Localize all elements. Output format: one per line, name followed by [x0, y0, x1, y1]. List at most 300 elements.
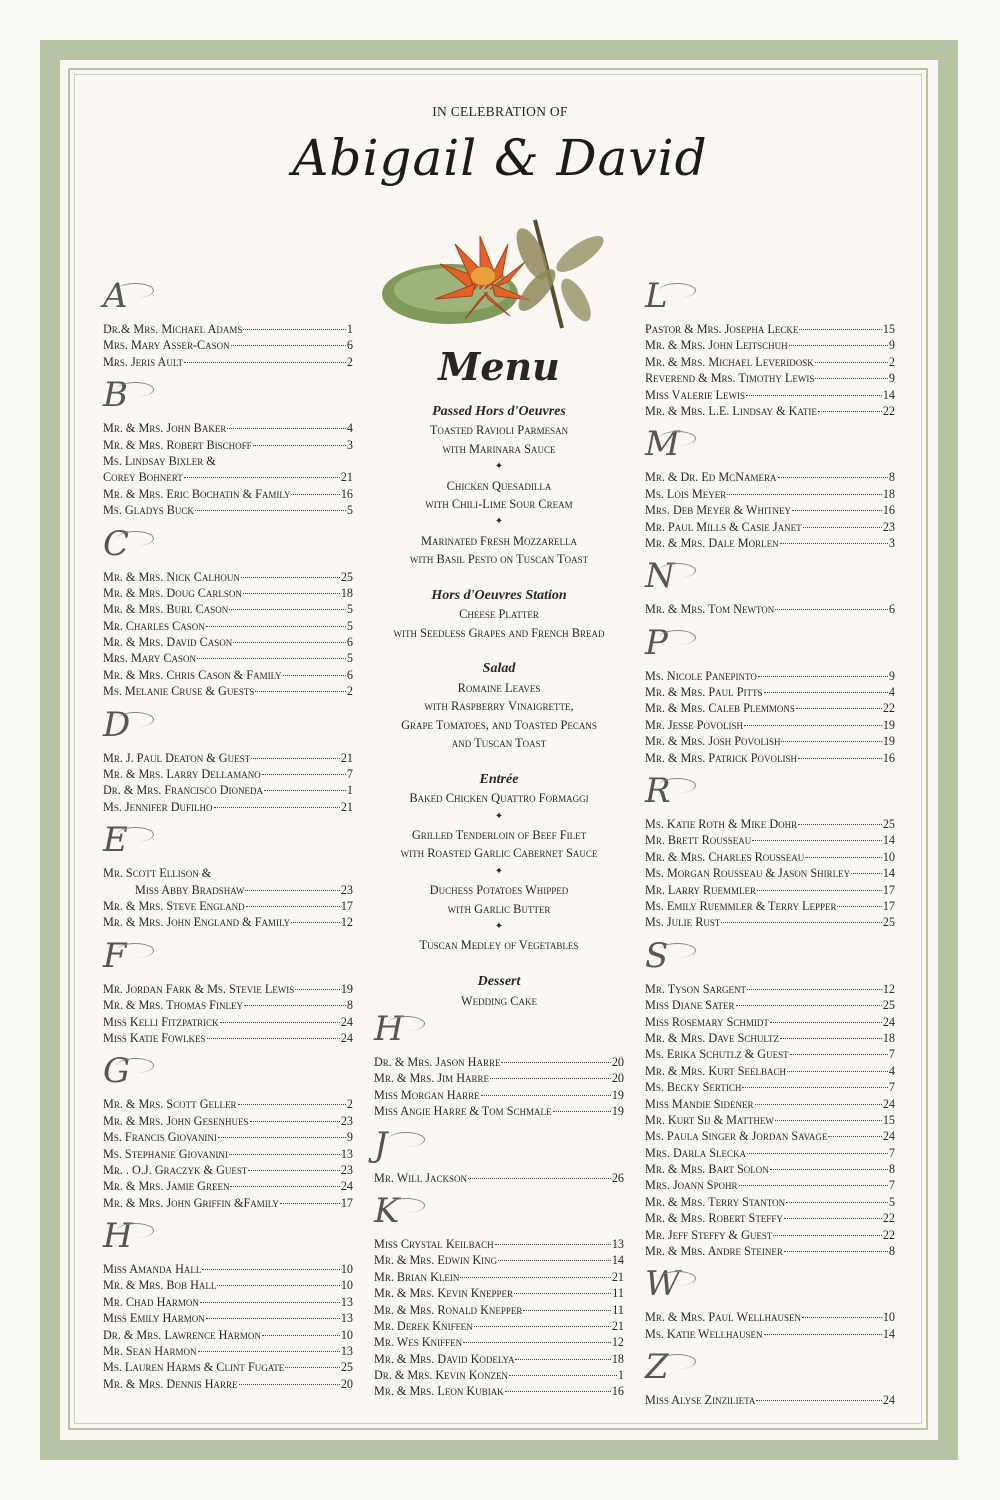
table-number: 18	[340, 585, 353, 600]
guest-name: Mr. & Mrs. David Cason	[103, 635, 233, 650]
table-number: 26	[611, 1170, 624, 1185]
dot-leader	[781, 741, 881, 742]
table-number: 21	[340, 799, 353, 814]
guest-name: Ms. Katie Roth & Mike Dohr	[645, 817, 798, 832]
script-letter-h: H	[374, 1009, 404, 1049]
table-number: 5	[346, 503, 353, 518]
letter-section	[374, 1120, 624, 1186]
dot-leader	[803, 527, 882, 528]
script-letter-p: P	[645, 622, 668, 663]
guest-entry	[645, 387, 895, 403]
table-number: 14	[882, 1326, 895, 1341]
table-number: 17	[882, 882, 895, 897]
guest-name: Dr. & Mrs. Kevin Konzen	[374, 1368, 509, 1383]
guest-entry	[374, 1087, 624, 1103]
guest-name: Mr. & Mrs. John Baker	[103, 421, 227, 436]
guest-entry	[645, 354, 895, 370]
table-number: 15	[882, 322, 895, 336]
dot-leader	[770, 1169, 888, 1170]
guest-name: Mr. & Mrs. Burl Cason	[103, 602, 229, 617]
table-number: 9	[346, 1130, 353, 1145]
table-number: 25	[882, 817, 895, 832]
table-number: 21	[340, 470, 353, 485]
guest-entry	[645, 1079, 895, 1095]
guest-entry	[645, 865, 895, 881]
letter-section	[645, 551, 895, 617]
dot-leader	[746, 395, 882, 396]
guest-name: Dr. & Mrs. Francisco Dioneda	[103, 783, 263, 798]
guest-name: Mr. & Mrs. David Kodelya	[374, 1351, 515, 1366]
dot-leader	[798, 824, 882, 825]
guest-entry	[103, 1343, 353, 1359]
guest-entry	[103, 882, 353, 898]
table-number: 2	[346, 684, 353, 699]
table-number: 3	[346, 437, 353, 452]
guest-name: Mr. & Mrs. Steve England	[103, 898, 245, 913]
table-number: 25	[882, 915, 895, 930]
guest-entry	[103, 650, 353, 666]
guest-name: Mr. & Mrs. Kurt Seelbach	[645, 1063, 786, 1078]
guest-entry	[103, 1030, 353, 1046]
guest-entry	[374, 1070, 624, 1086]
guest-name: Mr. Tyson Sargent	[645, 981, 746, 996]
dot-leader	[280, 1203, 340, 1204]
guest-name: Corey Bohnert	[103, 470, 183, 485]
guest-entry	[645, 1210, 895, 1226]
guest-name: Mr. & Mrs. Eric Bochatin & Family	[103, 486, 291, 501]
letter-section	[645, 1342, 895, 1408]
guest-entry	[645, 1128, 895, 1144]
guest-entry	[645, 1392, 895, 1408]
guest-name: Dr. & Mrs. Lawrence Harmon	[103, 1327, 261, 1342]
menu-item: with Basil Pesto on Tuscan Toast	[409, 552, 589, 567]
section-letter	[103, 815, 353, 865]
script-letter-a: A	[103, 276, 128, 316]
guest-entry	[645, 469, 895, 485]
guest-name: Mr. & Mrs. L.E. Lindsay & Katie	[645, 403, 817, 418]
guest-name: Dr.& Mrs. Michael Adams	[103, 322, 243, 336]
dot-leader	[802, 1317, 882, 1318]
guest-name: Mr. & Mrs. Thomas Finley	[103, 998, 243, 1013]
guest-entry	[374, 1269, 624, 1285]
letter-section	[645, 419, 895, 551]
script-letter-e: E	[103, 820, 128, 861]
guest-entry	[645, 700, 895, 716]
table-number: 13	[340, 1146, 353, 1161]
menu-item: with Chili-Lime Sour Cream	[425, 496, 573, 511]
dot-leader	[756, 1400, 881, 1401]
guest-entry	[645, 519, 895, 535]
guest-entry	[103, 1294, 353, 1310]
guest-name: Mr. & Mrs. John Leitschuh	[645, 338, 788, 353]
guest-name: Miss Valerie Lewis	[645, 387, 745, 402]
dot-leader	[757, 890, 882, 891]
table-number: 1	[617, 1368, 624, 1383]
table-number: 21	[611, 1318, 624, 1333]
dot-leader	[752, 840, 882, 841]
dot-leader	[851, 873, 882, 874]
guest-name: Mr. Will Jackson	[374, 1170, 468, 1185]
guest-name: Ms. Gladys Buck	[103, 503, 194, 518]
menu-section-heading: Salad	[482, 661, 516, 677]
section-letter	[374, 1004, 624, 1054]
table-number: 4	[888, 1063, 895, 1078]
letter-section	[645, 618, 895, 766]
guest-name: Ms. Becky Sertich	[645, 1080, 742, 1095]
dot-leader	[227, 428, 346, 429]
guest-name: Mr. Derek Kniffen	[374, 1318, 473, 1333]
guest-entry	[103, 750, 353, 766]
table-number: 25	[882, 998, 895, 1013]
table-number: 9	[888, 371, 895, 386]
guest-entry	[103, 1129, 353, 1145]
table-number: 11	[612, 1302, 624, 1317]
table-number: 15	[882, 1112, 895, 1127]
menu-item: with Marinara Sauce	[442, 441, 556, 456]
table-number: 24	[340, 1179, 353, 1194]
table-number: 10	[882, 849, 895, 864]
guest-entry	[103, 1261, 353, 1277]
script-letter-m: M	[645, 424, 680, 465]
dot-leader	[505, 1391, 611, 1392]
guest-entry	[103, 354, 353, 370]
table-number: 22	[882, 1211, 895, 1226]
dot-leader	[770, 1022, 882, 1023]
guest-entry	[103, 1113, 353, 1129]
guest-entry	[645, 997, 895, 1013]
menu-section	[364, 660, 634, 752]
guest-name: Mr. & Mrs. Dale Morlen	[645, 535, 779, 550]
dot-leader	[815, 362, 888, 363]
guest-entry	[645, 733, 895, 749]
dot-leader	[721, 922, 881, 923]
menu-item: Grilled Tenderloin of Beef Filet	[411, 827, 587, 842]
guest-entry	[645, 1096, 895, 1112]
guest-name: Pastor & Mrs. Josepha Lecke	[645, 322, 799, 336]
menu	[364, 403, 634, 1010]
table-number: 20	[340, 1376, 353, 1391]
dot-leader	[775, 609, 888, 610]
table-number: 20	[611, 1055, 624, 1069]
guest-entry	[374, 1285, 624, 1301]
guest-entry	[645, 668, 895, 684]
guest-name: Mr. & Mrs. Michael Leveridosk	[645, 354, 814, 369]
menu-item: with Raspberry Vinaigrette,	[424, 699, 574, 714]
section-letter	[103, 931, 353, 981]
section-letter	[103, 519, 353, 569]
guest-name: Mr. & Mrs. John England & Family	[103, 915, 291, 930]
guest-name: Miss Angie Harre & Tom Schmale	[374, 1104, 552, 1119]
guest-entry	[645, 717, 895, 733]
script-letter-c: C	[103, 523, 130, 564]
menu-item: Marinated Fresh Mozzarella	[420, 533, 578, 548]
dot-leader	[244, 1005, 346, 1006]
table-number: 5	[346, 651, 353, 666]
dot-leader	[218, 1137, 346, 1138]
table-number: 1	[346, 322, 353, 336]
table-number: 17	[340, 1195, 353, 1210]
dot-leader	[755, 1104, 882, 1105]
guest-name: Mr. & Mrs. Doug Carlson	[103, 585, 242, 600]
dot-leader	[207, 1038, 340, 1039]
table-number: 1	[346, 783, 353, 798]
guest-entry	[645, 370, 895, 386]
guest-entry	[374, 1334, 624, 1350]
menu-section-heading: Hors d'Oeuvres Station	[431, 587, 567, 603]
guest-name: Mr. & Mrs. Dennis Harre	[103, 1376, 238, 1391]
table-number: 12	[882, 981, 895, 996]
table-number: 16	[611, 1384, 624, 1399]
table-number: 5	[346, 602, 353, 617]
menu-title: Menu	[438, 344, 560, 389]
guest-name: Miss Mandie Sidener	[645, 1096, 754, 1111]
table-number: 23	[340, 1162, 353, 1177]
guest-name: Miss Rosemary Schmidt	[645, 1014, 769, 1029]
guest-name: Mr. & Mrs. Kevin Knepper	[374, 1286, 514, 1301]
dot-leader	[206, 1318, 340, 1319]
table-number: 16	[340, 486, 353, 501]
guest-entry	[645, 486, 895, 502]
dot-leader	[775, 1120, 882, 1121]
table-number: 19	[611, 1104, 624, 1119]
dot-leader	[206, 626, 346, 627]
guest-name: Ms. Lauren Harms & Clint Fugate	[103, 1360, 285, 1375]
dot-leader	[291, 922, 340, 923]
guest-name: Mr. & Mrs. Larry Dellamano	[103, 767, 261, 782]
dot-leader	[262, 1335, 340, 1336]
table-number: 12	[340, 915, 353, 930]
table-number: 10	[340, 1327, 353, 1342]
guest-entry	[645, 1030, 895, 1046]
guest-name: Mrs. Mary Cason	[103, 651, 196, 666]
table-number: 22	[882, 701, 895, 716]
guest-entry	[374, 1351, 624, 1367]
dot-leader	[786, 1202, 888, 1203]
letter-section	[103, 931, 353, 1047]
guest-entry	[103, 486, 353, 502]
guest-entry	[645, 1309, 895, 1325]
dot-leader	[747, 989, 882, 990]
menu-item: and Tuscan Toast	[451, 736, 547, 751]
guest-entry	[645, 750, 895, 766]
script-letter-k: K	[374, 1190, 400, 1231]
dot-leader	[796, 708, 882, 709]
guest-name: Mr. & Mrs. Ronald Knepper	[374, 1302, 523, 1317]
guest-entry	[103, 321, 353, 337]
table-number: 7	[346, 767, 353, 782]
guest-entry	[645, 1145, 895, 1161]
couple-names: Abigail & David	[292, 129, 708, 187]
section-letter	[103, 1211, 353, 1261]
water-lily-dragonfly-illustration	[380, 206, 620, 336]
guest-entry	[645, 1227, 895, 1243]
section-letter	[645, 766, 895, 816]
dot-leader	[238, 1104, 346, 1105]
script-letter-z: Z	[645, 1347, 669, 1388]
table-number: 16	[882, 503, 895, 518]
guest-entry	[374, 1383, 624, 1399]
dot-leader	[787, 1071, 888, 1072]
guest-entry	[645, 337, 895, 353]
guest-entry	[103, 1146, 353, 1162]
dot-leader	[262, 774, 346, 775]
section-letter	[103, 700, 353, 750]
guest-entry	[103, 667, 353, 683]
dot-leader	[515, 1359, 610, 1360]
menu-item: Tuscan Medley of Vegetables	[419, 938, 579, 953]
dot-leader	[727, 494, 882, 495]
guest-entry	[374, 1252, 624, 1268]
table-number: 4	[346, 421, 353, 436]
table-number: 12	[611, 1335, 624, 1350]
guest-entry	[645, 535, 895, 551]
table-number: 6	[346, 667, 353, 682]
guest-name: Ms. Emily Ruemmler & Terry Lepper	[645, 898, 837, 913]
dot-leader	[780, 1038, 882, 1039]
diamond-separator-icon: ✦	[494, 516, 504, 528]
letter-section	[645, 766, 895, 931]
menu-section	[364, 403, 634, 569]
guest-name: Ms. Lois Meyer	[645, 486, 727, 501]
guest-entry	[645, 1177, 895, 1193]
diamond-separator-icon: ✦	[494, 461, 504, 473]
guest-column-middle	[374, 1004, 624, 1400]
menu-item: Cheese Platter	[459, 607, 539, 622]
guest-name: Dr. & Mrs. Jason Harre	[374, 1055, 501, 1069]
dot-leader	[828, 1136, 881, 1137]
table-number: 14	[882, 866, 895, 881]
guest-entry	[103, 1310, 353, 1326]
guest-entry	[645, 502, 895, 518]
guest-entry	[645, 816, 895, 832]
script-letter-n: N	[645, 556, 675, 597]
guest-entry	[645, 1112, 895, 1128]
dot-leader	[792, 510, 882, 511]
table-number: 16	[882, 750, 895, 765]
letter-section	[645, 931, 895, 1260]
dot-leader	[233, 642, 346, 643]
script-letter-g: G	[103, 1051, 131, 1092]
guest-name: Ms. Morgan Rousseau & Jason Shirley	[645, 866, 851, 881]
menu-item: Baked Chicken Quattro Formaggi	[409, 791, 589, 806]
guest-entry	[374, 1236, 624, 1252]
guest-name: Mr. & Mrs. Robert Bischoff	[103, 437, 252, 452]
guest-entry	[645, 1046, 895, 1062]
table-number: 23	[340, 1113, 353, 1128]
guest-entry	[645, 882, 895, 898]
guest-name: Miss Crystal Keilbach	[374, 1236, 494, 1251]
table-number: 23	[882, 519, 895, 534]
table-number: 17	[882, 898, 895, 913]
guest-entry	[645, 1326, 895, 1342]
guest-name: Mr. Kurt Sij & Matthew	[645, 1112, 774, 1127]
guest-name: Miss Katie Fowlkes	[103, 1030, 206, 1045]
guest-entry	[645, 1063, 895, 1079]
script-letter-h: H	[103, 1216, 133, 1257]
guest-name: Mrs. Mary Asser-Cason	[103, 338, 230, 353]
table-number: 7	[888, 1080, 895, 1095]
guest-entry	[374, 1170, 624, 1186]
table-number: 9	[888, 668, 895, 683]
dot-leader	[474, 1326, 611, 1327]
dot-leader	[202, 1269, 339, 1270]
guest-entry	[103, 437, 353, 453]
guest-entry	[645, 1161, 895, 1177]
dot-leader	[250, 1121, 340, 1122]
menu-item: Wedding Cake	[460, 993, 538, 1008]
guest-entry	[103, 1277, 353, 1293]
dot-leader	[780, 543, 888, 544]
dot-leader	[198, 1351, 340, 1352]
dot-leader	[243, 329, 346, 330]
diamond-separator-icon: ✦	[494, 920, 504, 932]
dot-leader	[468, 1178, 611, 1179]
letter-section	[103, 700, 353, 816]
table-number: 14	[611, 1253, 624, 1268]
guest-name: Reverend & Mrs. Timothy Lewis	[645, 371, 815, 386]
guest-entry	[645, 1014, 895, 1030]
guest-entry	[103, 1162, 353, 1178]
guest-name: Miss Abby Bradshaw	[135, 882, 245, 897]
letter-section	[645, 1259, 895, 1342]
table-number: 7	[888, 1178, 895, 1193]
table-number: 2	[346, 354, 353, 369]
table-number: 8	[346, 998, 353, 1013]
guest-name: Ms. Erika Schutlz & Guest	[645, 1047, 789, 1062]
guest-entry	[103, 981, 353, 997]
letter-section	[103, 271, 353, 370]
menu-item: Grape Tomatoes, and Toasted Pecans	[401, 717, 597, 732]
guest-entry	[645, 1194, 895, 1210]
guest-entry	[645, 981, 895, 997]
menu-section	[364, 587, 634, 642]
dot-leader	[253, 445, 346, 446]
dot-leader	[200, 1302, 340, 1303]
letter-section	[374, 1004, 624, 1120]
dot-leader	[229, 609, 346, 610]
guest-entry	[103, 1376, 353, 1392]
guest-name: Mr. & Dr. Ed McNamera	[645, 470, 777, 485]
table-number: 8	[888, 470, 895, 485]
dot-leader	[837, 906, 881, 907]
table-number: 2	[346, 1097, 353, 1112]
dot-leader	[514, 1293, 611, 1294]
table-number: 18	[882, 1030, 895, 1045]
dot-leader	[790, 1054, 888, 1055]
guest-name: Mr. & Mrs. Jim Harre	[374, 1071, 489, 1086]
dot-leader	[463, 1342, 611, 1343]
table-number: 9	[888, 338, 895, 353]
dot-leader	[818, 411, 882, 412]
dot-leader	[220, 1022, 340, 1023]
table-number: 24	[882, 1393, 895, 1408]
table-number: 21	[611, 1269, 624, 1284]
dot-leader	[784, 1251, 888, 1252]
dot-leader	[291, 494, 339, 495]
dot-leader	[789, 345, 888, 346]
dot-leader	[248, 1170, 339, 1171]
table-number: 10	[340, 1262, 353, 1277]
dot-leader	[805, 857, 882, 858]
guest-name: Mr. & Mrs. Andre Steiner	[645, 1244, 783, 1259]
letter-section	[645, 271, 895, 419]
table-number: 19	[611, 1087, 624, 1102]
dot-leader	[264, 790, 346, 791]
dot-leader	[742, 1087, 888, 1088]
script-letter-r: R	[645, 771, 671, 812]
table-number: 13	[340, 1311, 353, 1326]
dot-leader	[498, 1260, 611, 1261]
